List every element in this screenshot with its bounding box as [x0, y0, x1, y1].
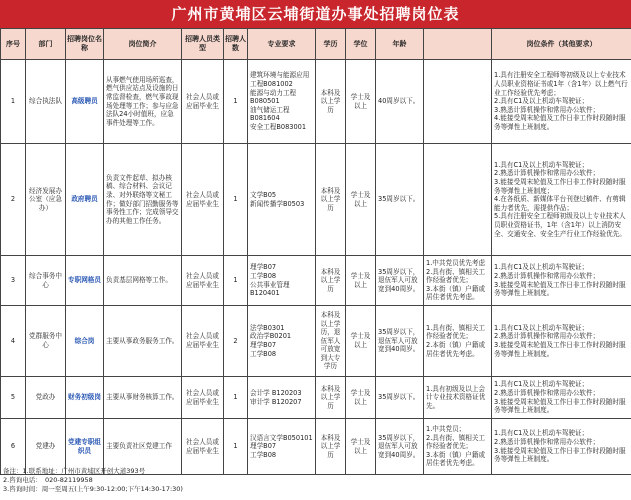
header-count: 招聘人数 [224, 29, 248, 60]
cell-conditions-line: 2.具有C1及以上机动车驾驶证； [494, 97, 589, 106]
notes [3, 467, 628, 494]
header-type: 招聘人员类型 [182, 29, 224, 60]
cell-extra-line: 3.本街（镇）户籍或居住者优先考虑。 [426, 284, 486, 302]
cell-type: 社会人员或应届毕业生 [182, 419, 224, 475]
page-title: 广州市黄埔区云埔街道办事处招聘岗位表 [0, 0, 631, 28]
cell-age: 35周岁以下。 [376, 144, 424, 256]
cell-extra-line: 1.中共党员； [426, 425, 466, 434]
cell-conditions [492, 377, 631, 419]
cell-degree: 学士及以上 [346, 377, 376, 419]
cell-conditions-line: 1.具有C1及以上机动车驾驶证； [494, 323, 589, 332]
cell-extra-line: 1.具有初级及以上会计专业技术资格证优先。 [426, 384, 486, 410]
header-degree: 学位 [346, 29, 376, 60]
header-conditions: 岗位条件（其他要求） [492, 29, 631, 60]
recruitment-table [0, 28, 631, 475]
cell-extra-line: 2.具有街、镇相关工作经验者优先； [426, 267, 486, 285]
cell-no: 6 [1, 419, 26, 475]
cell-intro: 从事燃气使用场所巡查，燃气供应站点及设施的日常监督检查，燃气事故现场处理等工作；参与应急法队24小时值班，应急事件处理等工作。 [104, 60, 182, 144]
cell-age: 35周岁以下。 [376, 377, 424, 419]
cell-post: 政府聘员 [66, 144, 104, 256]
table-row [1, 60, 631, 144]
cell-type: 社会人员或应届毕业生 [182, 377, 224, 419]
cell-age: 40周岁以下。 [376, 60, 424, 144]
cell-no: 5 [1, 377, 26, 419]
cell-conditions-line: 3.能接受周末轮值及工作日非工作时段随时服务等弹性上班制度。 [494, 397, 626, 415]
cell-no: 3 [1, 256, 26, 306]
cell-edu: 本科及以上学历 [316, 60, 346, 144]
cell-conditions-line: 2.熟悉计算机操作和常用办公软件； [494, 271, 600, 280]
cell-edu: 本科及以上学历 [316, 144, 346, 256]
cell-dept: 党政办 [26, 377, 66, 419]
cell-type: 社会人员或应届毕业生 [182, 256, 224, 306]
cell-conditions-line: 1.具有C1及以上机动车驾驶证； [494, 429, 589, 438]
cell-dept: 经济发展办公室（应急办） [26, 144, 66, 256]
header-intro: 岗位简介 [104, 29, 182, 60]
cell-type: 社会人员或应届毕业生 [182, 306, 224, 377]
cell-major-line: 政治学B0201 [250, 332, 292, 341]
cell-extra [424, 60, 492, 144]
cell-major [248, 306, 316, 377]
cell-post: 专职网格员 [66, 256, 104, 306]
cell-conditions [492, 60, 631, 144]
cell-conditions [492, 306, 631, 377]
header-edu: 学历 [316, 29, 346, 60]
cell-extra-line: 1.中共党员优先考虑 [426, 259, 486, 268]
cell-major-line: 新闻传播学B0503 [250, 199, 305, 208]
cell-conditions-line: 2.熟悉计算机操作和常用办公软件； [494, 388, 600, 397]
cell-count: 2 [224, 306, 248, 377]
cell-major-line: 理学B07 [250, 442, 277, 451]
table-header-row [1, 29, 631, 60]
cell-conditions-line: 5.具有注册安全工程师初级及以上专业技术人员职业资格证书，1年（含1年）以上消防安全、交通安全、安全生产行业工作经验优先。 [494, 212, 626, 238]
cell-major-line: 建筑环境与能源应用工程B081002 [250, 71, 310, 89]
cell-major-line: 汉语言文学B050101 [250, 433, 313, 442]
cell-edu: 本科及以上学历 [316, 419, 346, 475]
table-row [1, 377, 631, 419]
cell-intro: 主要负责社区党建工作 [104, 419, 182, 475]
header-extra [424, 29, 492, 60]
table-row [1, 144, 631, 256]
table-row [1, 306, 631, 377]
header-no: 序号 [1, 29, 26, 60]
cell-extra [424, 377, 492, 419]
cell-major-line: 公共事业管理B120401 [250, 280, 290, 298]
cell-intro: 负责文件起草、拟办核稿、综合材料、会议记录、对外联络等文秘工作；做好部门招勤服务等事务性工作；完成领导交办的其他工作任务。 [104, 144, 182, 256]
cell-conditions-line: 2.熟悉计算机操作和常用办公软件； [494, 437, 600, 446]
cell-no: 4 [1, 306, 26, 377]
cell-age: 35周岁以下，退伍军人可放宽到40周岁。 [376, 306, 424, 377]
cell-degree: 学士及以上 [346, 306, 376, 377]
cell-conditions-line: 2.熟悉计算机操作和常用办公软件； [494, 332, 600, 341]
cell-dept: 综合执法队 [26, 60, 66, 144]
cell-major-line: 安全工程B083001 [250, 122, 307, 131]
note-phone: 2.咨询电话： 020-82119958 [3, 476, 93, 484]
cell-type: 社会人员或应届毕业生 [182, 60, 224, 144]
cell-count: 1 [224, 256, 248, 306]
cell-conditions-line: 3.能接受周末轮值及工作日非工作时段随时服务等弹性上班制度。 [494, 280, 626, 298]
cell-intro: 主要从事财务核算工作。 [104, 377, 182, 419]
cell-dept: 党群服务中心 [26, 306, 66, 377]
cell-major-line: 审计学 B120207 [250, 397, 302, 406]
table-row [1, 256, 631, 306]
header-dept: 部门 [26, 29, 66, 60]
cell-post: 高级聘员 [66, 60, 104, 144]
cell-major [248, 256, 316, 306]
cell-conditions-line: 4.能接受周末轮值及工作日非工作时段随时服务等弹性上班制度。 [494, 114, 626, 131]
cell-major [248, 144, 316, 256]
cell-dept: 综合事务中心 [26, 256, 66, 306]
note-time: 3.咨询时间：周一至周五(上午9:30-12:00;下午14:30-17:30) [3, 485, 183, 493]
cell-conditions-line: 3.能接受周末轮值及工作日非工作时段随时服务等弹性上班制度。 [494, 446, 626, 464]
cell-major-line: 会计学 B120203 [250, 388, 302, 397]
cell-extra [424, 256, 492, 306]
cell-post: 党建专职组织员 [66, 419, 104, 475]
cell-edu: 本科及以上学历 [316, 377, 346, 419]
cell-conditions-line: 1.具有C1及以上机动车驾驶证； [494, 380, 589, 389]
cell-conditions-line: 4.在各纸质、新媒体平台刊登过稿件、有剪辑能力者优先，需提供作品； [494, 195, 626, 212]
cell-conditions-line: 2.熟悉计算机操作和常用办公软件； [494, 169, 600, 178]
cell-major-line: 理学B07 [250, 263, 277, 272]
cell-extra-line: 2.具有街、镇相关工作经验者优先； [426, 433, 486, 451]
table-body [1, 60, 631, 475]
cell-conditions [492, 144, 631, 256]
cell-age: 35周岁以下，退伍军人可放宽到40周岁。 [376, 256, 424, 306]
cell-extra-line: 2.本街（镇）户籍或居住者优先考虑。 [426, 341, 486, 358]
cell-conditions-line: 3.熟悉计算机操作和常用办公软件； [494, 105, 600, 114]
cell-major-line: 工学B08 [250, 450, 277, 459]
cell-major [248, 60, 316, 144]
cell-count: 1 [224, 144, 248, 256]
cell-major-line: 工学B08 [250, 349, 277, 358]
cell-degree: 学士及以上 [346, 144, 376, 256]
cell-conditions-line: 3.能接受周末轮值及工作日非工作时段随时服务等弹性上班制度。 [494, 341, 626, 358]
cell-major-line: 文学B05 [250, 190, 277, 199]
cell-major-line: 理学B07 [250, 341, 277, 349]
header-post: 招聘岗位名称 [66, 29, 104, 60]
cell-type: 社会人员或应届毕业生 [182, 144, 224, 256]
cell-extra [424, 306, 492, 377]
cell-extra-line: 3.本街（镇）户籍或居住者优先考虑。 [426, 450, 486, 468]
cell-post: 财务初级岗 [66, 377, 104, 419]
cell-major-line: 法学B0301 [250, 323, 285, 332]
header-age: 年龄 [376, 29, 424, 60]
cell-intro: 负责基层网格等工作。 [104, 256, 182, 306]
cell-dept: 党建办 [26, 419, 66, 475]
cell-conditions-line: 1.具有C1及以上机动车驾驶证； [494, 263, 589, 272]
cell-major-line: 油气储运工程B081604 [250, 105, 290, 123]
cell-major-line: 工学B08 [250, 271, 277, 280]
cell-intro: 主要从事政务服务工作。 [104, 306, 182, 377]
cell-age: 35周岁以下，退伍军人可放宽到40周岁。 [376, 419, 424, 475]
cell-conditions-line: 1.具有C1及以上机动车驾驶证； [494, 160, 589, 169]
cell-conditions-line: 1.具有注册安全工程师等初级及以上专业技术人员职业资格证书或1年（含1年）以上燃气行业工作经验优先考虑； [494, 71, 628, 97]
cell-extra [424, 144, 492, 256]
cell-post: 综合岗 [66, 306, 104, 377]
cell-extra-line: 1.具有街、镇相关工作经验者优先； [426, 323, 486, 341]
cell-edu: 本科及以上学历，退伍军人可放宽到大专学历 [316, 306, 346, 377]
cell-major [248, 377, 316, 419]
cell-no: 2 [1, 144, 26, 256]
cell-edu: 本科及以上学历 [316, 256, 346, 306]
cell-major-line: 能源与动力工程B080501 [250, 88, 297, 106]
cell-degree: 学士及以上 [346, 60, 376, 144]
cell-degree: 学士及以上 [346, 419, 376, 475]
cell-no: 1 [1, 60, 26, 144]
cell-count: 1 [224, 419, 248, 475]
header-major: 专业要求 [248, 29, 316, 60]
note-address: 备注：1.联系地址：广州市黄埔区开创大道393号 [3, 467, 146, 475]
cell-count: 1 [224, 377, 248, 419]
cell-degree: 学士及以上 [346, 256, 376, 306]
cell-conditions-line: 3.能接受周末轮值及工作日非工作时段随时服务等弹性上班制度； [494, 178, 626, 195]
cell-conditions [492, 256, 631, 306]
cell-count: 1 [224, 60, 248, 144]
